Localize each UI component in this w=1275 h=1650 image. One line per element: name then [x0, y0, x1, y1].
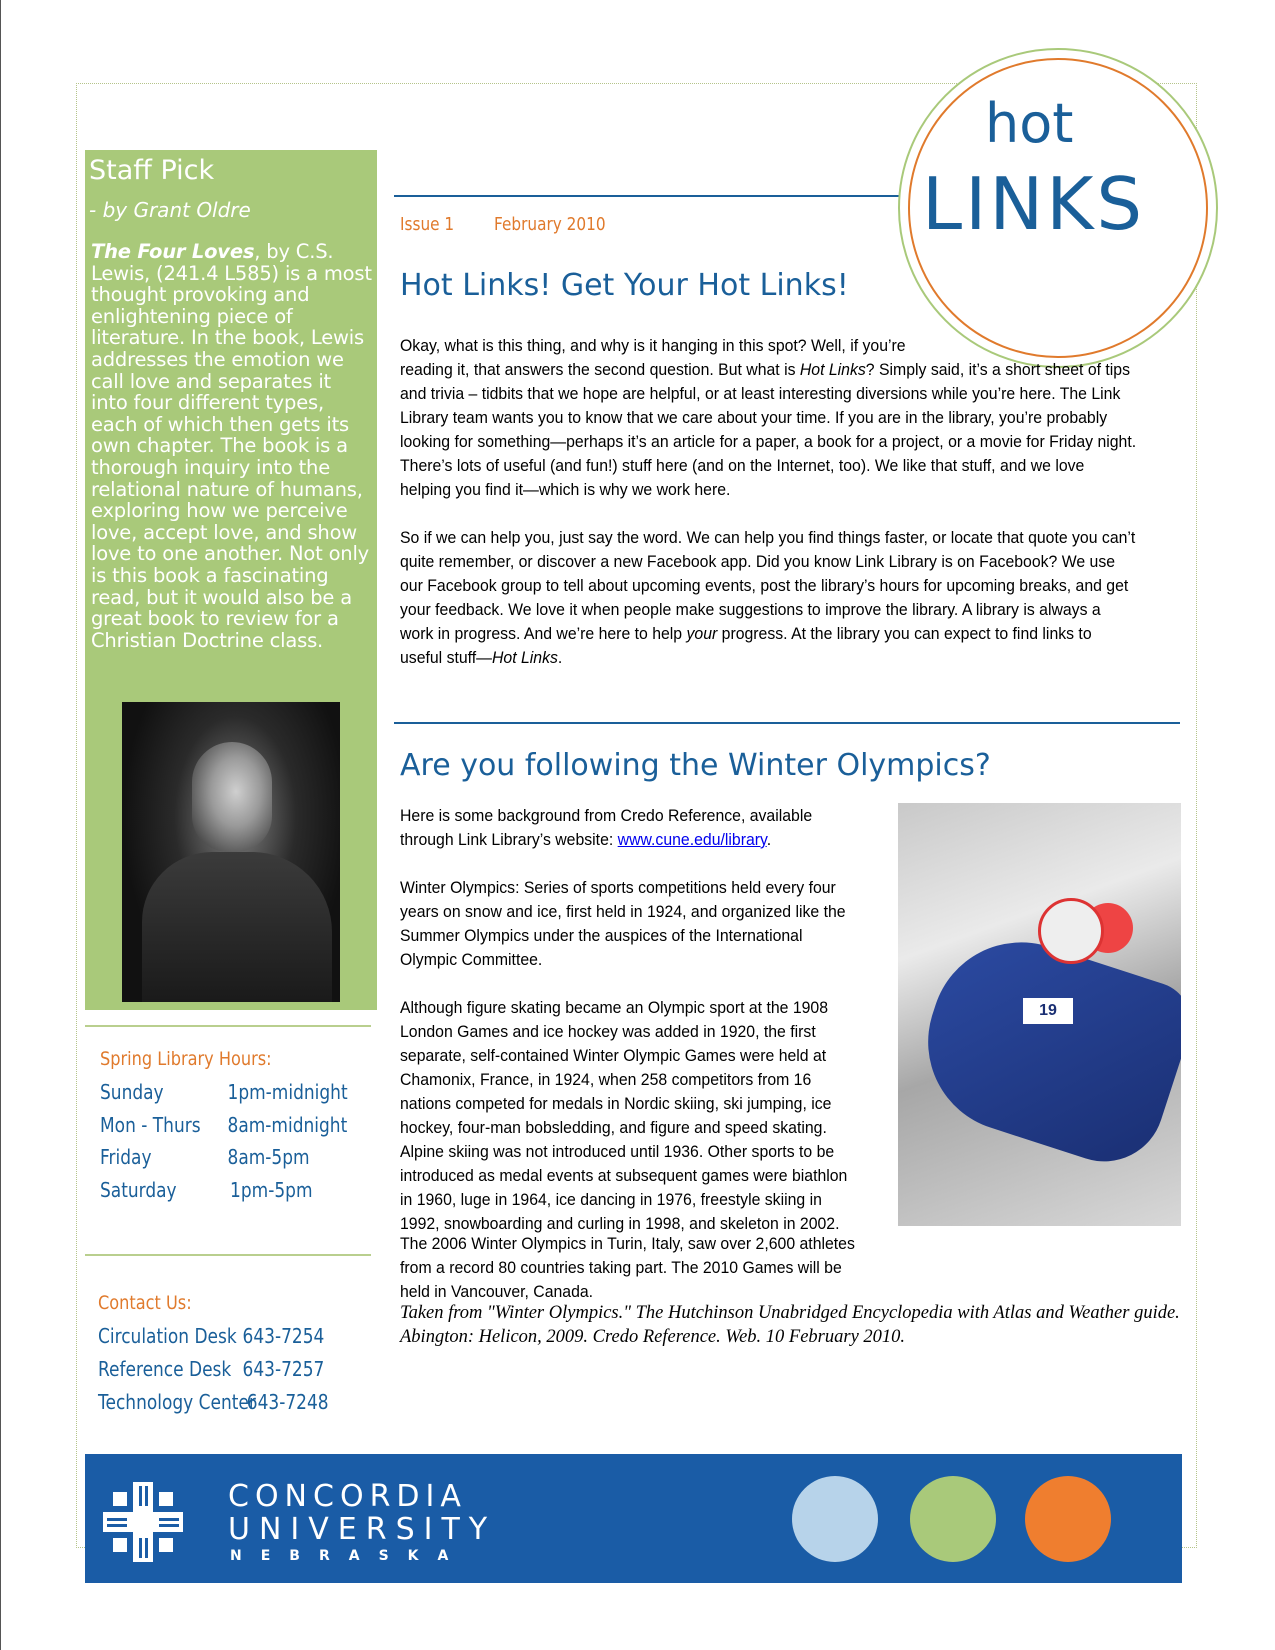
divider	[85, 1254, 371, 1256]
staff-pick-title: Staff Pick	[89, 155, 215, 186]
contact-title: Contact Us:	[98, 1292, 192, 1314]
page-edge	[0, 0, 1, 1650]
contact-desk: Technology Center	[98, 1390, 256, 1414]
hours-day: Sunday	[100, 1080, 164, 1104]
citation: Taken from "Winter Olympics." The Hutchinson Unabridged Encyclopedia with Atlas and Weather guide. Abington: Helicon, 2009. Credo Reference. Web. 10 February 2010.	[400, 1303, 1180, 1347]
dot-green	[910, 1476, 996, 1562]
paragraph: Winter Olympics: Series of sports competitions held every four years on snow and ice, first held in 1924, and organized like the Summer Olympics under the auspices of the International Olympic Committee.	[400, 878, 846, 969]
hours-day: Friday	[100, 1145, 152, 1169]
university-name: UNIVERSITY	[228, 1512, 497, 1547]
bobsled-photo	[898, 803, 1181, 1226]
divider	[85, 1025, 371, 1027]
logo-links-text: LINKS	[922, 162, 1146, 246]
author-photo	[122, 702, 340, 1002]
issue-number: Issue 1	[400, 214, 455, 235]
university-name: CONCORDIA	[228, 1479, 467, 1514]
paragraph: The 2006 Winter Olympics in Turin, Italy, saw over 2,600 athletes from a record 80 countries taking part. The 2010 Games will be held in Vancouver, Canada.	[400, 1234, 855, 1301]
paragraph: Here is some background from Credo Reference, available through Link Library’s website: www.cune.edu/library.	[400, 806, 813, 849]
hours-day: Mon - Thurs	[100, 1113, 201, 1137]
staff-pick-body	[91, 241, 373, 651]
article-headline: Hot Links! Get Your Hot Links!	[400, 268, 849, 303]
paragraph: Okay, what is this thing, and why is it hanging in this spot? Well, if you’re reading it, that answers the second question. But what is Hot Links? Simply said, it’s a short sheet of tips and trivia – tidbits that we hope are helpful, or at least interesting diversions while you’re here. The Link Library team wants you to know that we care about your time. If you are in the library, you’re probably looking for something—perhaps it’s an article for a paper, a book for a project, or a movie for Friday night. There’s lots of useful (and fun!) stuff here (and on the Internet, too). We like that stuff, and we love helping you find it—which is why we work here.	[400, 336, 1137, 499]
dot-light-blue	[792, 1476, 878, 1562]
university-state: NEBRASKA	[230, 1548, 468, 1564]
header-rule	[394, 195, 904, 197]
staff-pick-text: , by C.S. Lewis, (241.4 L585) is a most thought provoking and enlightening piece of literature. In the book, Lewis addresses the emotion we call love and separates it into four different types, each of which then gets its own chapter. The book is a thorough inquiry into the relational nature of humans, exploring how we perceive love, accept love, and show love to one another. Not only is this book a fascinating read, but it would also be a great book to review for a Christian Doctrine class.	[91, 240, 372, 652]
logo-hot-text: hot	[985, 92, 1074, 155]
hours-time: 8am-midnight	[227, 1113, 348, 1137]
article-body	[400, 334, 1137, 694]
concordia-cross-icon	[103, 1482, 183, 1562]
contact-desk: Circulation Desk	[98, 1324, 237, 1348]
hours-time: 1pm-5pm	[230, 1178, 313, 1202]
book-title: The Four Loves	[91, 240, 255, 263]
article-body-tail	[400, 1232, 1137, 1304]
contact-desk: Reference Desk	[98, 1357, 232, 1381]
bib-number: 19	[1023, 998, 1073, 1024]
article-body	[400, 804, 856, 1236]
paragraph: So if we can help you, just say the word. We can help you find things faster, or locate that quote you can’t quite remember, or discover a new Facebook app. Did you know Link Library is on Facebook? We use our Facebook group to tell about upcoming events, post the library’s hours for upcoming breaks, and get your feedback. We love it when people make suggestions to improve the library. A library is always a work in progress. And we’re here to help your progress. At the library you can expect to find links to useful stuff—Hot Links.	[400, 528, 1136, 667]
paragraph: Although figure skating became an Olympic sport at the 1908 London Games and ice hockey was added in 1920, the first separate, self-contained Winter Olympic Games were held at Chamonix, France, in 1924, when 258 competitors from 16 nations competed for medals in Nordic skiing, ski jumping, ice hockey, four-man bobsledding, and figure and speed skating. Alpine skiing was not introduced until 1936. Other sports to be introduced as medal events at subsequent games were biathlon in 1960, luge in 1964, ice dancing in 1976, freestyle skiing in 1992, snowboarding and curling in 1998, and skeleton in 2002.	[400, 998, 848, 1233]
article-headline: Are you following the Winter Olympics?	[400, 748, 991, 783]
dot-orange	[1025, 1476, 1111, 1562]
section-rule	[394, 722, 1180, 724]
hours-day: Saturday	[100, 1178, 177, 1202]
contact-phone: 643-7248	[246, 1390, 329, 1414]
hours-title: Spring Library Hours:	[100, 1048, 272, 1070]
contact-phone: 643-7254	[242, 1324, 325, 1348]
library-link[interactable]: www.cune.edu/library	[617, 830, 767, 849]
staff-pick-byline: - by Grant Oldre	[89, 198, 251, 222]
issue-date: February 2010	[494, 214, 606, 235]
hours-time: 8am-5pm	[227, 1145, 310, 1169]
hours-time: 1pm-midnight	[227, 1080, 348, 1104]
contact-phone: 643-7257	[242, 1357, 325, 1381]
